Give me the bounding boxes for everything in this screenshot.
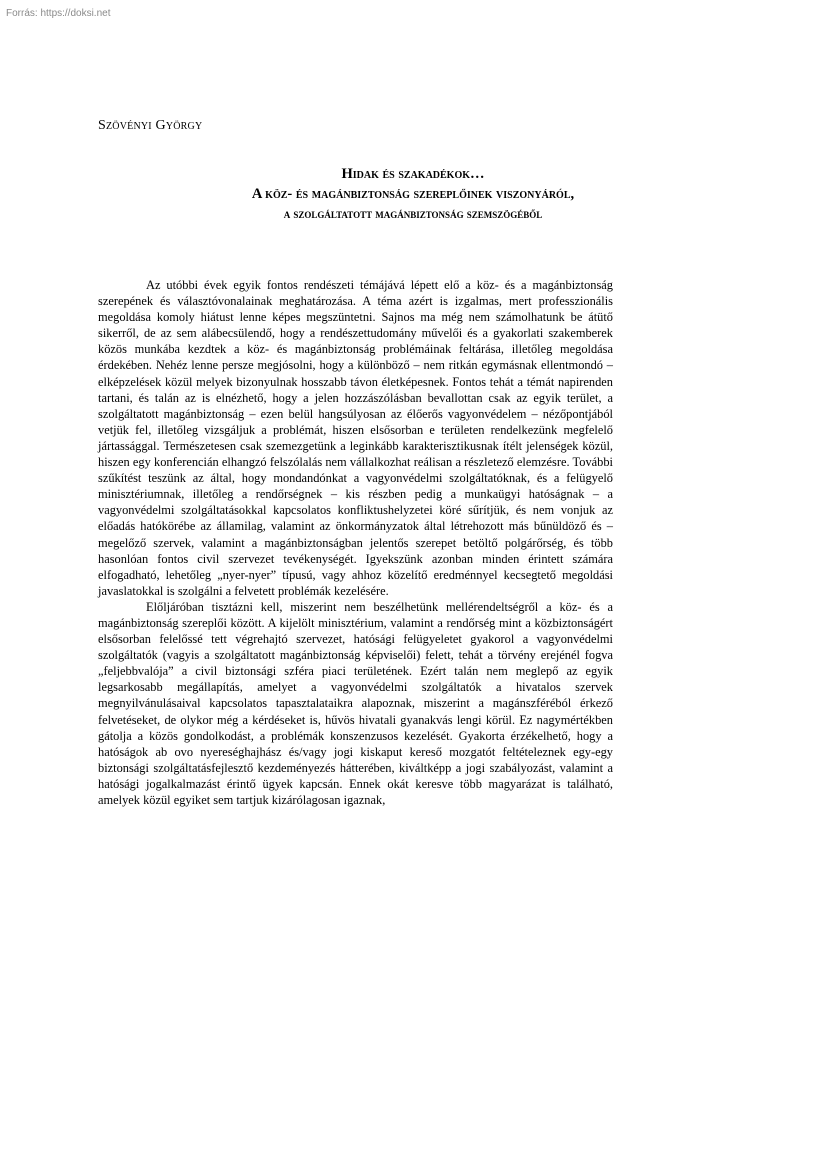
paragraph: Előljáróban tisztázni kell, miszerint nem beszélhetünk mellérendeltségről a köz- és a magánbiztonság szereplői között. A kijelölt minisztérium, valamint a rendőrség mint a közbiztonságért elsősorban felelőssé tett végrehajtó szervezet, hatósági felügyeletet gyakorol a vagyonvédelmi szolgáltatók (vagyis a szolgáltatott magánbiztonság képviselői) felett, tehát a törvény erejénél fogva „feljebbvalója” a civil biztonsági szféra piaci területének. Ezért talán nem meglepő az egyik legsarkosabb megállapítás, amelyet a vagyonvédelmi szolgáltatók a hivatalos szervek megnyilvánulásaival kapcsolatos tapasztalataikra alapoznak, miszerint a magánszféréból érkező felvetéseket, de olykor még a kérdéseket is, hűvös hivatali gyanakvás lengi körül. Ez nagymértékben gátolja a közös gondolkodást, a problémák konszenzusos kezelését. Gyakorta érzékelhető, hogy a hatóságok ab ovo nyereséghajhász és/vagy jogi kiskaput kereső mozgatót feltételeznek egy-egy biztonsági szolgáltatásfejlesztő kezdeményezés hátterében, kiváltképp a jogi szabályozást, valamint a hatósági jogalkalmazást érintő ügyek kapcsán. Ennek okát keresve több magyarázat is található, amelyek közül egyiket sem tartjuk kizárólagosan igaznak,: [98, 599, 613, 807]
body-text: [98, 277, 613, 808]
title-line-1: Hidak és szakadékok…: [341, 166, 485, 182]
source-watermark: Forrás: https://doksi.net: [6, 8, 111, 19]
paragraph: Az utóbbi évek egyik fontos rendészeti témájává lépett elő a köz- és a magánbiztonság szerepének és választóvonalainak meghatározása. A téma azért is izgalmas, mert professzionális megoldása komoly hiátust lenne képes megszüntetni. Sajnos ma még nem számolhatunk be átütő sikerről, de az sem alábecsülendő, hogy a rendészettudomány művelői és a gyakorlati szakemberek közös munkába kezdtek a köz- és magánbiztonság problémáinak feltárása, illetőleg megoldása érdekében. Nehéz lenne persze megjósolni, hogy a különböző – nem ritkán egymásnak ellentmondó – elképzelések közül melyek bizonyulnak hosszabb távon életképesnek. Fontos tehát a témát napirenden tartani, és talán az is elnézhető, hogy a jelen hozzászólásban bevallottan csak az egyik terület, a szolgáltatott magánbiztonság – ezen belül hangsúlyosan az élőerős vagyonvédelem – nézőpontjából vetjük fel, illetőleg vizsgáljuk a problémát, hiszen elsősorban e területen rendelkezünk megfelelő jártassággal. Természetesen csak szemezgetünk a leginkább karakterisztikusnak ítélt jelenségek közül, hiszen egy konferencián elhangzó felszólalás nem vállalkozhat reálisan a részletező elemzésre. További szűkítést teszünk az által, hogy mondandónkat a vagyonvédelmi szolgáltatóknak, és a felügyelő minisztériumnak, illetőleg a rendőrségnek – kis részben pedig a munkaügyi hatóságnak – a vagyonvédelmi szolgáltatásokkal kapcsolatos konfliktushelyzetei köré sűrítjük, és nem vonjuk az előadás hatókörébe az államilag, valamint az önkormányzatok által létrehozott más bűnüldöző és –megelőző szervek, valamint a magánbiztonságban jelentős szerepet betöltő polgárőrség, és több hasonlóan fontos civil szervezet tevékenységét. Igyekszünk azonban minden érintett számára elfogadható, lehetőleg „nyer-nyer” típusú, vagy ahhoz közelítő eredménnyel kecsegtető megoldási javaslatokkal is szolgálni a felvetett problémák kezelésére.: [98, 278, 613, 598]
author-name: Szövényi György: [98, 118, 203, 133]
title-block: [98, 165, 728, 224]
title-line-3: a szolgáltatott magánbiztonság szemszögéből: [283, 207, 543, 221]
title-line-2: A köz- és magánbiztonság szereplőinek viszonyáról,: [251, 186, 575, 202]
